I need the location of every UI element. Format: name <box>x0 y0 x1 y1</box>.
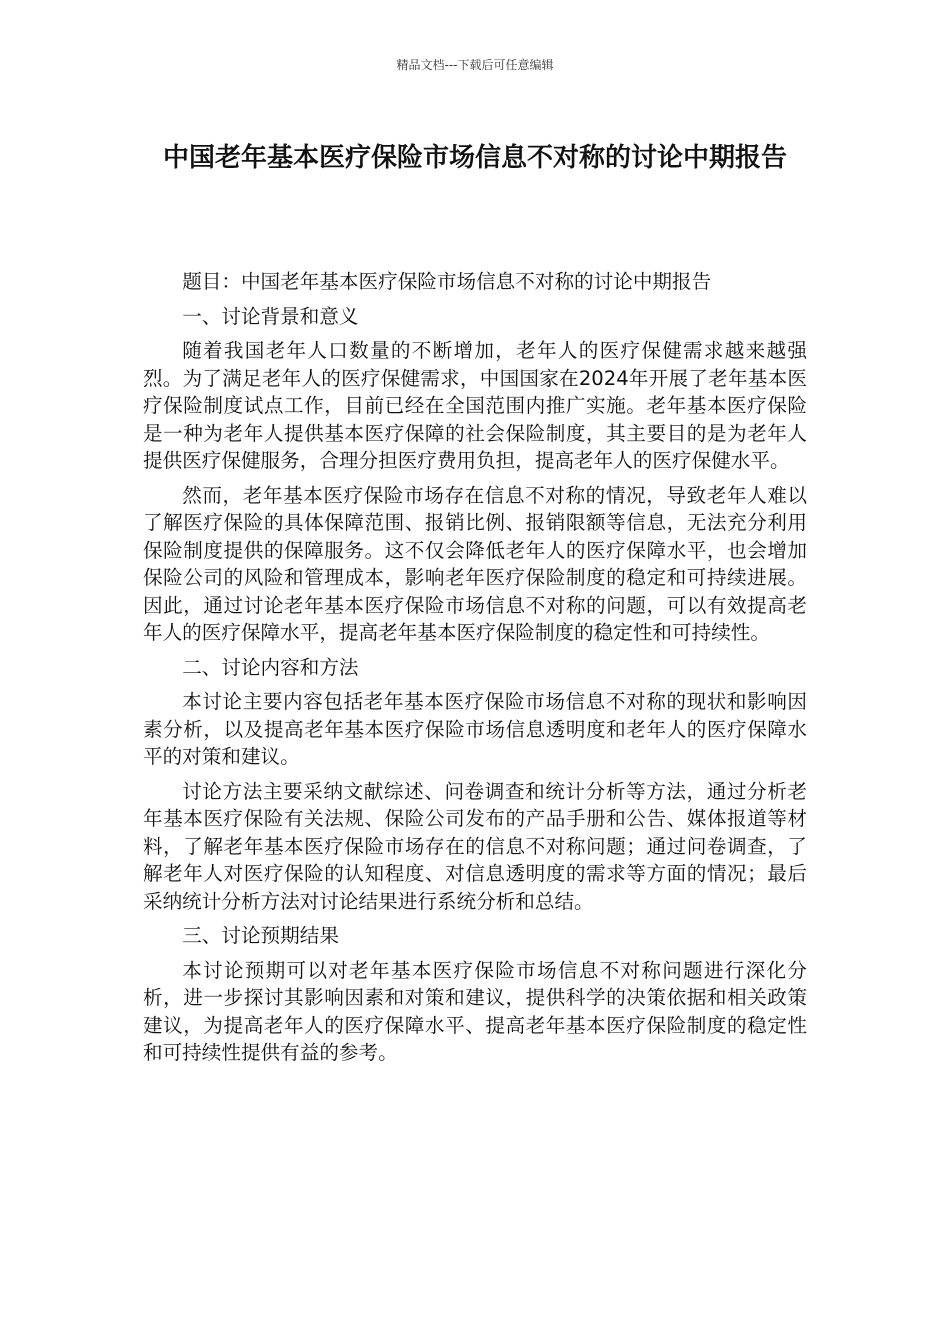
section-heading-content-methods: 二、讨论内容和方法 <box>182 655 359 679</box>
paragraph-expected-results: 本讨论预期可以对老年基本医疗保险市场信息不对称问题进行深化分析，进一步探讨其影响因素和对策和建议，提供科学的决策依据和相关政策建议，为提高老年人的医疗保障水平、提高老年基本医疗保险制度的稳定性和可持续性提供有益的参考。 <box>143 958 807 1064</box>
document-title: 中国老年基本医疗保险市场信息不对称的讨论中期报告 <box>162 143 787 173</box>
document-body <box>143 268 807 1074</box>
paragraph-methods: 讨论方法主要采纳文献综述、问卷调查和统计分析等方法，通过分析老年基本医疗保险有关法规、保险公司发布的产品手册和公告、媒体报道等材料，了解老年基本医疗保险市场存在的信息不对称问题；通过问卷调查，了解老年人对医疗保险的认知程度、对信息透明度的需求等方面的情况；最后采纳统计分析方法对讨论结果进行系统分析和总结。 <box>143 779 807 913</box>
section-heading-background: 一、讨论背景和意义 <box>182 304 359 328</box>
subject-line: 题目：中国老年基本医疗保险市场信息不对称的讨论中期报告 <box>182 270 712 293</box>
paragraph-background-1: 随着我国老年人口数量的不断增加，老年人的医疗保健需求越来越强烈。为了满足老年人的医疗保健需求，中国国家在2024年开展了老年基本医疗保险制度试点工作，目前已经在全国范围内推广实施。老年基本医疗保险是一种为老年人提供基本医疗保障的社会保险制度，其主要目的是为老年人提供医疗保健服务，合理分担医疗费用负担，提高老年人的医疗保健水平。 <box>143 339 807 472</box>
header-note: 精品文档---下载后可任意编辑 <box>396 58 554 72</box>
paragraph-background-2: 然而，老年基本医疗保险市场存在信息不对称的情况，导致老年人难以了解医疗保险的具体保障范围、报销比例、报销限额等信息，无法充分利用保险制度提供的保障服务。这不仅会降低老年人的医疗保障水平，也会增加保险公司的风险和管理成本，影响老年医疗保险制度的稳定和可持续进展。因此，通过讨论老年基本医疗保险市场信息不对称的问题，可以有效提高老年人的医疗保障水平，提高老年基本医疗保险制度的稳定性和可持续性。 <box>143 483 807 644</box>
section-heading-expected-results: 三、讨论预期结果 <box>182 924 339 947</box>
paragraph-content: 本讨论主要内容包括老年基本医疗保险市场信息不对称的现状和影响因素分析，以及提高老年基本医疗保险市场信息透明度和老年人的医疗保障水平的对策和建议。 <box>143 690 807 768</box>
